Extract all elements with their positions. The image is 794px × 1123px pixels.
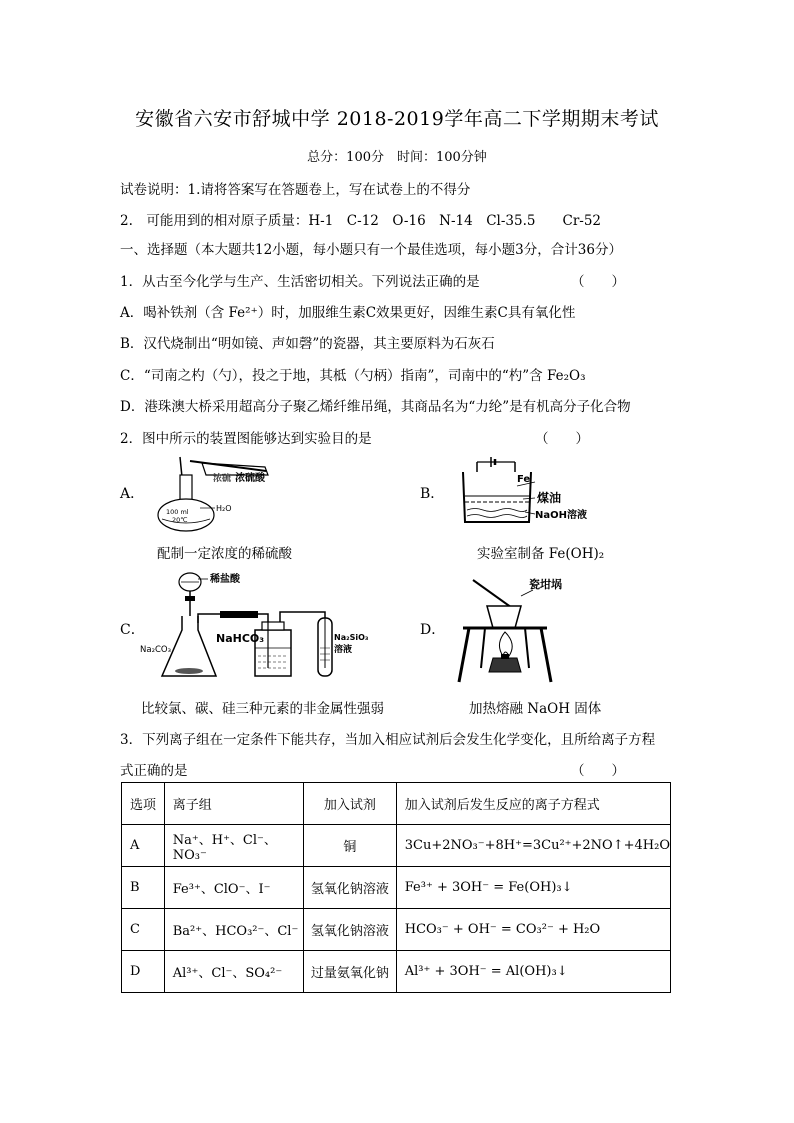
row-ions: Na⁺、H⁺、Cl⁻、NO₃⁻ [164, 825, 303, 867]
fig-c-na2sio3-label: Na₂SiO₃ [334, 633, 369, 642]
fig-a-water-label: H₂O [216, 504, 232, 513]
row-equation: Al³⁺ + 3OH⁻ = Al(OH)₃↓ [396, 951, 670, 993]
row-ions: Fe³⁺、ClO⁻、I⁻ [164, 867, 303, 909]
table-row [122, 951, 671, 993]
q2-label-b: B． [420, 486, 445, 502]
fig-b-fe-label: Fe [517, 474, 531, 485]
q2-label-a: A． [120, 486, 145, 502]
q2-caption-b: 实验室制备 Fe(OH)₂ [477, 546, 605, 562]
exam-title: 安徽省六安市舒城中学 2018-2019学年高二下学期期末考试 [135, 108, 659, 130]
q1-answer-paren: （ ） [571, 274, 625, 290]
q2-answer-paren: （ ） [535, 431, 589, 447]
row-reagent: 过量氨氧化钠 [304, 951, 397, 993]
figure-b-feoh2 [455, 452, 615, 532]
row-option: C [122, 909, 165, 951]
row-equation: HCO₃⁻ + OH⁻ = CO₃²⁻ + H₂O [396, 909, 670, 951]
q2-label-d: D． [420, 622, 446, 638]
q2-stem: 2．图中所示的装置图能够达到实验目的是 [120, 431, 372, 447]
fig-c-nahco3-label: NaHCO₃ [216, 632, 265, 645]
fig-c-na2co3-label: Na₂CO₃ [140, 645, 172, 655]
note-line-2: 2. 可能用到的相对原子质量：H-1 C-12 O-16 N-14 Cl-35.5 Cr-52 [120, 213, 602, 229]
q1-option-a: A．喝补铁剂（含 Fe²⁺）时，加服维生素C效果更好，因维生素C具有氧化性 [120, 305, 576, 321]
row-option: B [122, 867, 165, 909]
fig-a-acid-label: 浓硫酸 [235, 473, 265, 484]
table-row [122, 909, 671, 951]
row-reagent: 氢氧化钠溶液 [304, 867, 397, 909]
fig-c-hcl-label: 稀盐酸 [210, 574, 240, 585]
fig-a-temp: 20℃ [172, 516, 188, 524]
section-heading: 一、选择题（本大题共12小题，每小题只有一个最佳选项，每小题3分，合计36分） [120, 242, 622, 258]
q1-option-c: C．“司南之杓（勺），投之于地，其柢（勺柄）指南”，司南中的“杓”含 Fe₂O₃ [120, 368, 586, 384]
header-equation: 加入试剂后发生反应的离子方程式 [396, 783, 670, 825]
exam-subtitle: 总分：100分 时间：100分钟 [307, 150, 487, 165]
q3-ion-table [121, 782, 671, 993]
fig-b-kerosene-label: 煤油 [537, 491, 562, 505]
q1-stem: 1．从古至今化学与生产、生活密切相关。下列说法正确的是 [120, 274, 480, 290]
row-equation: Fe³⁺ + 3OH⁻ = Fe(OH)₃↓ [396, 867, 670, 909]
row-reagent: 氢氧化钠溶液 [304, 909, 397, 951]
fig-a-acid-label-faint: 浓硫 [213, 474, 232, 484]
q1-option-d: D．港珠澳大桥采用超高分子聚乙烯纤维吊绳，其商品名为“力纶”是有机高分子化合物 [120, 399, 631, 415]
header-reagent: 加入试剂 [304, 783, 397, 825]
q2-label-c: C． [120, 622, 145, 638]
table-header-row [122, 783, 671, 825]
row-reagent: 铜 [304, 825, 397, 867]
header-ion-group: 离子组 [164, 783, 303, 825]
q2-caption-c: 比较氯、碳、硅三种元素的非金属性强弱 [141, 701, 384, 717]
header-option: 选项 [122, 783, 165, 825]
table-row [122, 867, 671, 909]
note-line-1: 试卷说明：1.请将答案写在答题卷上，写在试卷上的不得分 [120, 182, 471, 198]
q3-stem-line-2: 式正确的是 [120, 763, 188, 779]
q2-caption-a: 配制一定浓度的稀硫酸 [157, 546, 292, 562]
figure-d-crucible [455, 572, 585, 687]
fig-c-solution-label: 溶液 [334, 645, 353, 655]
fig-a-flask-mark: 100 ml [166, 508, 189, 516]
fig-b-naoh-label: NaOH溶液 [535, 510, 587, 521]
figure-a-dilution [150, 453, 280, 533]
row-option: D [122, 951, 165, 993]
figure-c-acidity [140, 568, 370, 688]
row-option: A [122, 825, 165, 867]
q1-option-b: B．汉代烧制出“明如镜、声如磬”的瓷器，其主要原料为石灰石 [120, 336, 495, 352]
q3-stem-line-1: 3．下列离子组在一定条件下能共存，当加入相应试剂后会发生化学变化，且所给离子方程 [120, 732, 656, 748]
fig-d-crucible-label: 瓷坩埚 [529, 578, 562, 591]
table-row [122, 825, 671, 867]
row-ions: Ba²⁺、HCO₃²⁻、Cl⁻ [164, 909, 303, 951]
q2-caption-d: 加热熔融 NaOH 固体 [469, 701, 602, 717]
row-ions: Al³⁺、Cl⁻、SO₄²⁻ [164, 951, 303, 993]
q3-answer-paren: （ ） [571, 763, 625, 779]
row-equation: 3Cu+2NO₃⁻+8H⁺=3Cu²⁺+2NO↑+4H₂O [396, 825, 670, 867]
